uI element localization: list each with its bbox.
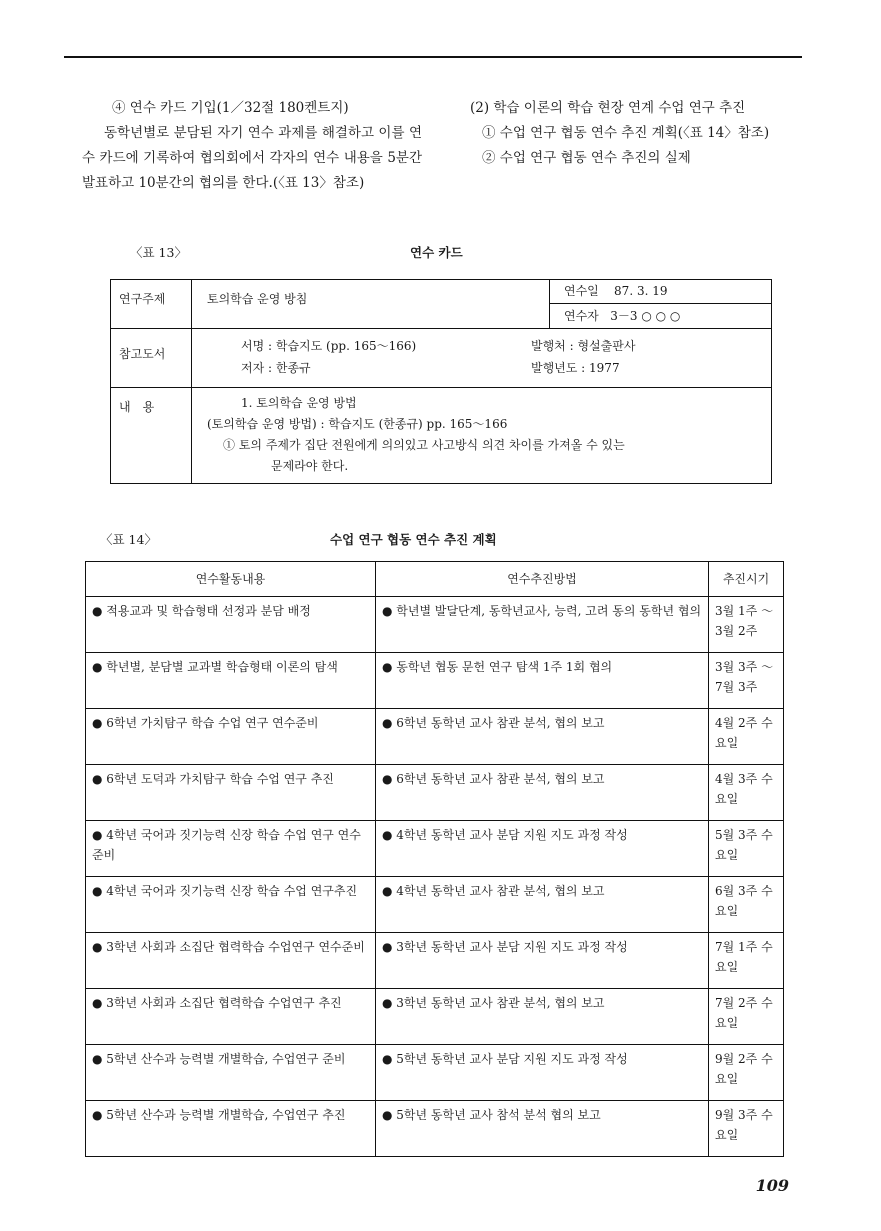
activity-cell: ● 5학년 산수과 능력별 개별학습, 수업연구 준비 (86, 1045, 376, 1101)
activity-cell: ● 4학년 국어과 짓기능력 신장 학습 수업 연구추진 (86, 877, 376, 933)
topic-row (111, 280, 771, 329)
period-cell: 7월 2주 수요일 (709, 989, 784, 1045)
table-row (86, 1045, 784, 1101)
activity-cell: ● 6학년 가치탐구 학습 수업 연구 연수준비 (86, 709, 376, 765)
method-cell: ● 3학년 동학년 교사 참관 분석, 협의 보고 (376, 989, 709, 1045)
left-column (82, 96, 422, 196)
section-title: (2) 학습 이론의 학습 현장 연계 수업 연구 추진 (470, 100, 746, 116)
item4-body: 동학년별로 분담된 자기 연수 과제를 해결하고 이를 연수 카드에 기록하여 협의회에서 각자의 연수 내용을 5분간 발표하고 10분간의 협의를 한다.(〈표 13〉참조) (82, 125, 422, 191)
period-cell: 4월 3주 수요일 (709, 765, 784, 821)
date-value: 87. 3. 19 (614, 284, 668, 298)
activity-cell: ● 4학년 국어과 짓기능력 신장 학습 수업 연구 연수준비 (86, 821, 376, 877)
ref-year: 발행년도 : 1977 (531, 361, 620, 375)
method-cell: ● 4학년 동학년 교사 분담 지원 지도 과정 작성 (376, 821, 709, 877)
table-row (86, 709, 784, 765)
method-cell: ● 5학년 동학년 교사 분담 지원 지도 과정 작성 (376, 1045, 709, 1101)
table13-title: 연수 카드 (410, 245, 463, 260)
ref-author: 저자 : 한종규 (241, 361, 311, 375)
reference-row (111, 329, 771, 388)
table-row (86, 877, 784, 933)
header-period: 추진시기 (709, 562, 784, 597)
date-label: 연수일 (564, 284, 599, 298)
header-activity: 연수활동내용 (86, 562, 376, 597)
content-row (111, 388, 771, 483)
method-cell: ● 3학년 동학년 교사 분담 지원 지도 과정 작성 (376, 933, 709, 989)
period-cell: 3월 3주 ～7월 3주 (709, 653, 784, 709)
method-cell: ● 6학년 동학년 교사 참관 분석, 협의 보고 (376, 765, 709, 821)
table-row (86, 989, 784, 1045)
person-value: 3－3 ○ ○ ○ (610, 309, 681, 323)
ref-publisher: 발행처 : 형설출판사 (531, 339, 636, 353)
table-row (86, 821, 784, 877)
method-cell: ● 동학년 협동 문헌 연구 탐색 1주 1회 협의 (376, 653, 709, 709)
activity-cell: ● 학년별, 분담별 교과별 학습형태 이론의 탐색 (86, 653, 376, 709)
table13-caption: 〈표 13〉 (130, 245, 187, 260)
study-card-table (110, 279, 772, 484)
item4-title: ④ 연수 카드 기입(1／32절 180켄트지) (112, 100, 349, 116)
reference-label: 참고도서 (119, 347, 166, 361)
plan-item-2: ② 수업 연구 협동 연수 추진의 실제 (482, 150, 691, 166)
right-column (470, 96, 810, 171)
top-rule (64, 56, 802, 58)
activity-cell: ● 적용교과 및 학습형태 선정과 분담 배정 (86, 597, 376, 653)
method-cell: ● 5학년 동학년 교사 참석 분석 협의 보고 (376, 1101, 709, 1157)
table-row (86, 933, 784, 989)
plan-item-1: ① 수업 연구 협동 연수 추진 계획(〈표 14〉참조) (482, 125, 770, 141)
person-label: 연수자 (564, 309, 599, 323)
period-cell: 9월 3주 수요일 (709, 1101, 784, 1157)
activity-cell: ● 5학년 산수과 능력별 개별학습, 수업연구 추진 (86, 1101, 376, 1157)
topic-value: 토의학습 운영 방침 (207, 292, 308, 306)
period-cell: 5월 3주 수요일 (709, 821, 784, 877)
content-line-3: ① 토의 주제가 집단 전원에게 의의있고 사고방식 의견 차이를 가져올 수 있는 (223, 438, 625, 452)
content-label: 내 용 (119, 400, 155, 414)
method-cell: ● 학년별 발달단계, 동학년교사, 능력, 고려 동의 동학년 협의 (376, 597, 709, 653)
table-row (86, 597, 784, 653)
activity-cell: ● 6학년 도덕과 가치탐구 학습 수업 연구 추진 (86, 765, 376, 821)
method-cell: ● 6학년 동학년 교사 참관 분석, 협의 보고 (376, 709, 709, 765)
table14-caption: 〈표 14〉 (100, 532, 157, 547)
topic-label: 연구주제 (119, 292, 166, 306)
method-cell: ● 4학년 동학년 교사 참관 분석, 협의 보고 (376, 877, 709, 933)
content-line-4: 문제라야 한다. (271, 459, 349, 473)
period-cell: 7월 1주 수요일 (709, 933, 784, 989)
table-row (86, 1101, 784, 1157)
period-cell: 3월 1주 ～3월 2주 (709, 597, 784, 653)
activity-cell: ● 3학년 사회과 소집단 협력학습 수업연구 추진 (86, 989, 376, 1045)
header-method: 연수추진방법 (376, 562, 709, 597)
training-plan-table (85, 561, 784, 1157)
period-cell: 4월 2주 수요일 (709, 709, 784, 765)
activity-cell: ● 3학년 사회과 소집단 협력학습 수업연구 연수준비 (86, 933, 376, 989)
table-header-row (86, 562, 784, 597)
table-row (86, 765, 784, 821)
table14-title: 수업 연구 협동 연수 추진 계획 (330, 532, 497, 547)
content-line-1: 1. 토의학습 운영 방법 (241, 396, 357, 410)
content-line-2: (토의학습 운영 방법) : 학습지도 (한종규) pp. 165～166 (207, 417, 508, 431)
table-row (86, 653, 784, 709)
page-number: 109 (755, 1176, 789, 1195)
ref-book: 서명 : 학습지도 (pp. 165～166) (241, 339, 417, 353)
period-cell: 9월 2주 수요일 (709, 1045, 784, 1101)
period-cell: 6월 3주 수요일 (709, 877, 784, 933)
date-box (549, 280, 771, 328)
